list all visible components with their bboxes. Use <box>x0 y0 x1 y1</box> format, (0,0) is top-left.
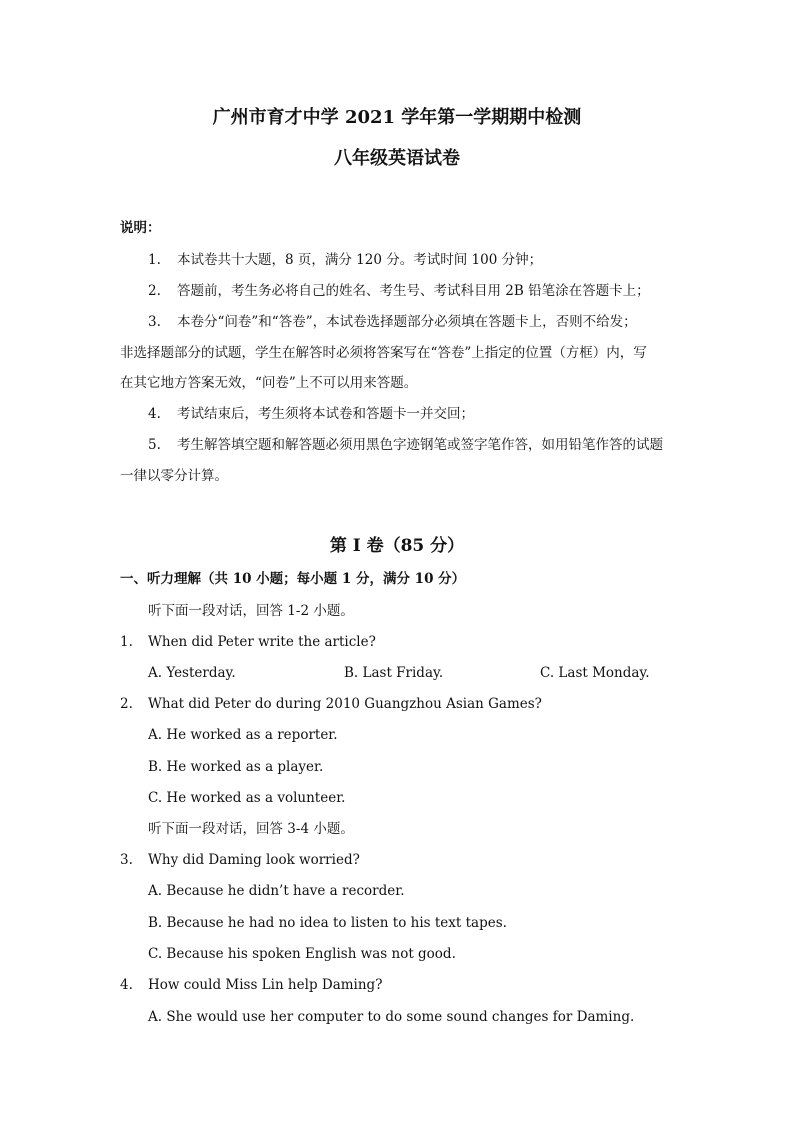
listening-intro: 听下面一段对话，回答 1-2 小题。 <box>148 603 354 619</box>
instruction-text: 考试结束后，考生须将本试卷和答题卡一并交回； <box>177 406 474 422</box>
instruction-number: 5. <box>148 437 161 453</box>
answer-option: C. He worked as a volunteer. <box>148 790 346 806</box>
section-heading: 一、听力理解（共 10 小题；每小题 1 分，满分 10 分） <box>120 571 466 587</box>
answer-option: A. He worked as a reporter. <box>148 727 338 743</box>
instruction-text: 在其它地方答案无效，“问卷”上不可以用来答题。 <box>120 375 418 391</box>
instruction-number: 4. <box>148 406 161 422</box>
answer-option: A. Yesterday. <box>148 665 236 681</box>
answer-option: B. Last Friday. <box>344 665 444 681</box>
answer-option: A. She would use her computer to do some sound changes for Daming. <box>148 1009 635 1025</box>
answer-option: C. Last Monday. <box>540 665 650 681</box>
instructions-heading: 说明： <box>120 220 161 236</box>
exam-title: 广州市育才中学 2021 学年第一学期期中检测 <box>212 107 582 128</box>
instruction-text: 本试卷共十大题，8 页，满分 120 分。考试时间 100 分钟； <box>177 252 543 268</box>
answer-option: B. Because he had no idea to listen to his text tapes. <box>148 915 507 931</box>
answer-option: A. Because he didn’t have a recorder. <box>148 883 405 899</box>
instruction-text: 一律以零分计算。 <box>120 468 228 484</box>
question-text: When did Peter write the article? <box>148 634 376 650</box>
question-text: How could Miss Lin help Daming? <box>148 977 383 993</box>
part-title: 第 I 卷（85 分） <box>329 536 465 556</box>
listening-intro: 听下面一段对话，回答 3-4 小题。 <box>148 821 354 837</box>
question-number: 3. <box>120 852 133 868</box>
question-number: 1. <box>120 634 133 650</box>
instruction-text: 考生解答填空题和解答题必须用黑色字迹钢笔或签字笔作答，如用铅笔作答的试题 <box>177 437 663 453</box>
instruction-text: 本卷分“问卷”和“答卷”，本试卷选择题部分必须填在答题卡上，否则不给发； <box>177 314 637 330</box>
instruction-number: 3. <box>148 314 161 330</box>
exam-subtitle: 八年级英语试卷 <box>334 148 460 169</box>
question-number: 2. <box>120 696 133 712</box>
instruction-text: 非选择题部分的试题，学生在解答时必须将答案写在“答卷”上指定的位置（方框）内，写 <box>120 345 647 361</box>
instruction-number: 1. <box>148 252 161 268</box>
answer-option: C. Because his spoken English was not good. <box>148 946 456 962</box>
question-text: Why did Daming look worried? <box>148 852 360 868</box>
instruction-number: 2. <box>148 283 161 299</box>
question-text: What did Peter do during 2010 Guangzhou Asian Games? <box>148 696 542 712</box>
instruction-text: 答题前，考生务必将自己的姓名、考生号、考试科目用 2B 铅笔涂在答题卡上； <box>177 283 650 299</box>
answer-option: B. He worked as a player. <box>148 759 324 775</box>
question-number: 4. <box>120 977 133 993</box>
